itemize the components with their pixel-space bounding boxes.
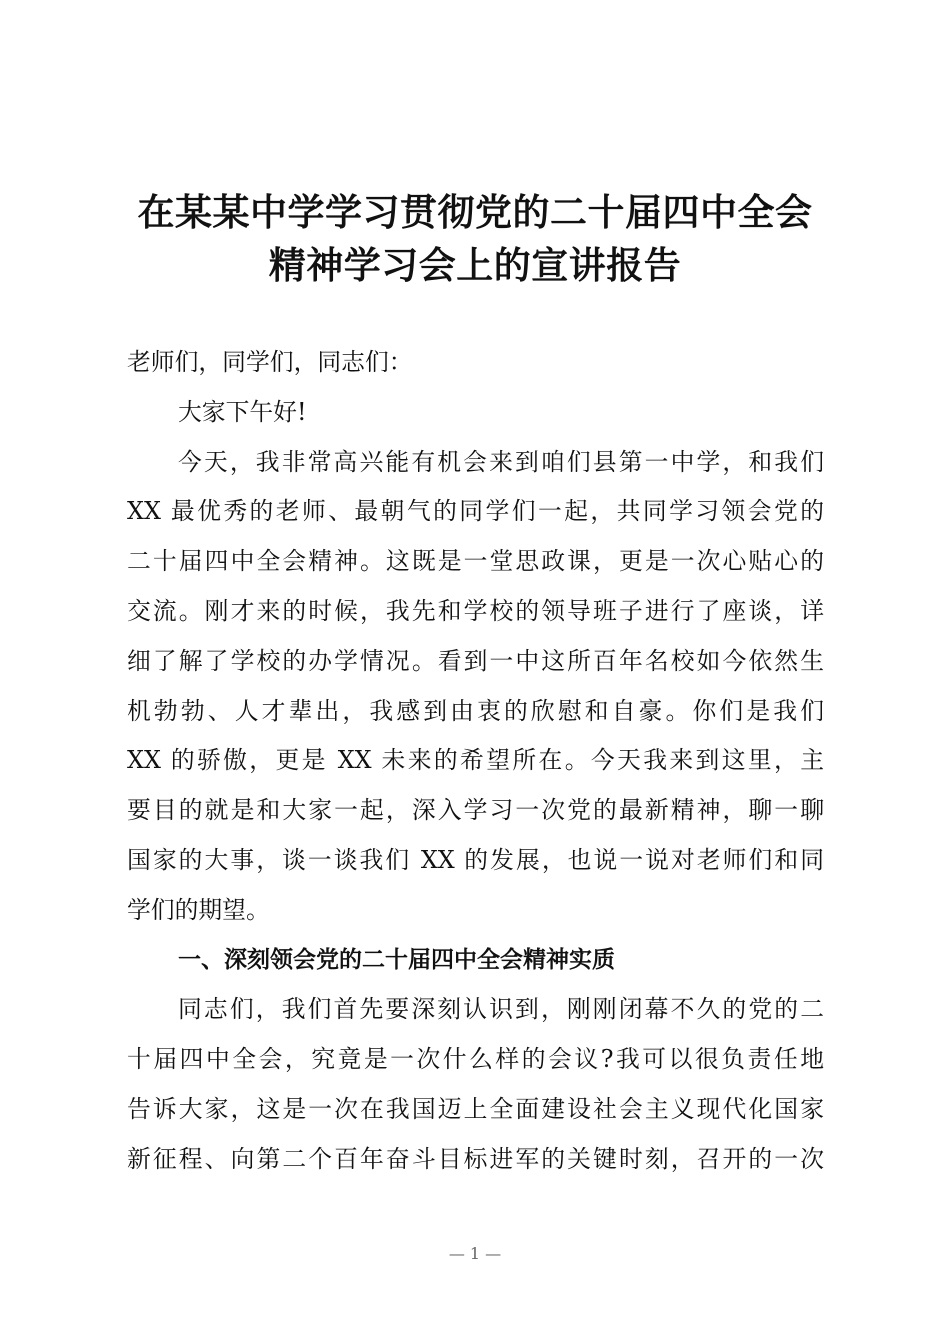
paragraph-2-line: 告诉大家，这是一次在我国迈上全面建设社会主义现代化国家 [127, 1094, 824, 1123]
title-line-1: 在某某中学学习贯彻党的二十届四中全会 [137, 191, 813, 234]
paragraph-2-line: 新征程、向第二个百年奋斗目标进军的关键时刻，召开的一次 [127, 1144, 824, 1173]
page-number: — 1 — [448, 1244, 502, 1263]
document-body [127, 338, 824, 1185]
paragraph-1-line: 国家的大事，谈一谈我们 XX 的发展，也说一说对老师们和同 [127, 845, 824, 874]
paragraph-2-line: 同志们，我们首先要深刻认识到，刚刚闭幕不久的党的二 [178, 995, 824, 1024]
title-line-2: 精神学习会上的宣讲报告 [268, 244, 682, 287]
paragraph-1-line: 交流。刚才来的时候，我先和学校的领导班子进行了座谈，详 [127, 596, 824, 625]
document-title [0, 186, 950, 292]
paragraph-2 [127, 985, 824, 1184]
section-1-heading: 一、深刻领会党的二十届四中全会精神实质 [178, 946, 615, 973]
paragraph-1-line: 学们的期望。 [127, 895, 270, 924]
paragraph-1 [127, 438, 824, 936]
salutation: 老师们，同学们，同志们： [127, 348, 413, 376]
paragraph-1-line: 机勃勃、人才辈出，我感到由衷的欣慰和自豪。你们是我们 [127, 696, 824, 725]
paragraph-1-line: 二十届四中全会精神。这既是一堂思政课，更是一次心贴心的 [127, 547, 824, 576]
paragraph-2-line: 十届四中全会，究竟是一次什么样的会议?我可以很负责任地 [127, 1045, 824, 1074]
greeting: 大家下午好! [178, 397, 307, 426]
paragraph-1-line: 细了解了学校的办学情况。看到一中这所百年名校如今依然生 [127, 646, 824, 675]
paragraph-1-line: 要目的就是和大家一起，深入学习一次党的最新精神，聊一聊 [127, 796, 824, 825]
paragraph-1-line: 今天，我非常高兴能有机会来到咱们县第一中学，和我们 [178, 447, 824, 476]
paragraph-1-line: XX 的骄傲，更是 XX 未来的希望所在。今天我来到这里，主 [127, 746, 824, 775]
paragraph-1-line: XX 最优秀的老师、最朝气的同学们一起，共同学习领会党的 [127, 497, 824, 526]
